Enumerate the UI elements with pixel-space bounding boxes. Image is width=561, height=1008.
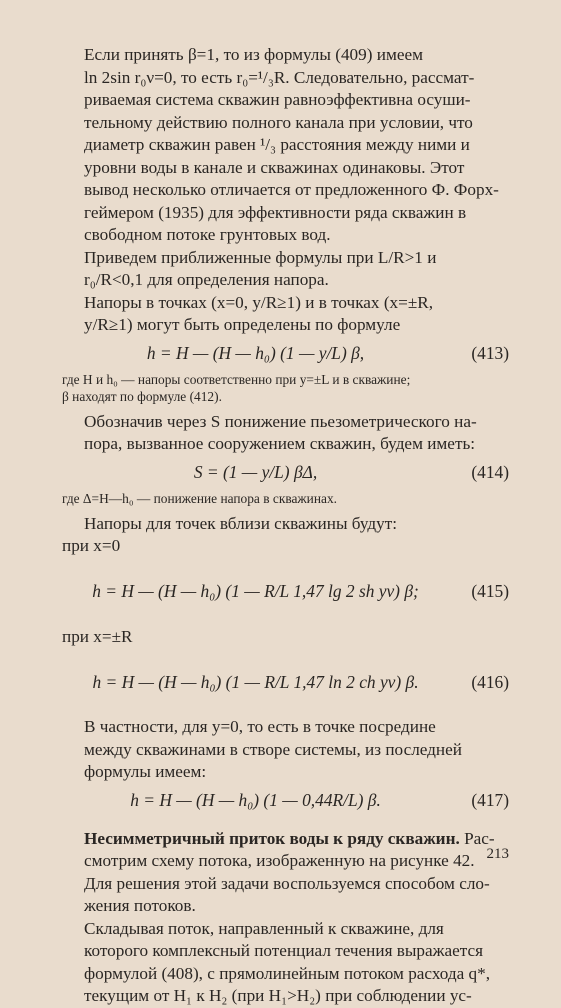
formula-413 xyxy=(62,341,509,367)
text-line: Обозначив через S понижение пьезометрического на- xyxy=(84,411,477,431)
formula-number: (414) xyxy=(471,462,509,482)
text-line: свободном потоке грунтовых вод. xyxy=(84,225,331,244)
text-line: геймером (1935) для эффективности ряда скважин в xyxy=(84,202,467,222)
text-line: Приведем приближенные формулы при L/R>1 и xyxy=(84,247,437,267)
formula-expression: h = H — (H — h₀) (1 — y/L) β, xyxy=(146,343,365,363)
text-line: формулы имеем: xyxy=(84,762,207,781)
text-line: уровни воды в канале и скважинах одинаковы. Этот xyxy=(84,157,465,177)
formula-415 xyxy=(62,568,509,616)
text-line: текущим от H₁ к H₂ (при H₁>H₂) при соблюдении ус- xyxy=(84,986,472,1005)
formula-number: (417) xyxy=(471,790,509,810)
text-line: где Δ=H—h₀ — понижение напора в скважинах. xyxy=(62,490,337,506)
paragraph-7 xyxy=(62,828,509,918)
text-line: риваемая система скважин равноэффективна осуши- xyxy=(84,90,471,109)
paragraph-4 xyxy=(62,411,509,456)
text-line: Напоры в точках (x=0, y/R≥1) и в точках (x=±R, xyxy=(84,292,434,312)
text-line: тельному действию полного канала при условии, что xyxy=(84,112,473,132)
formula-number: (416) xyxy=(471,671,509,692)
section-heading: Несимметричный приток воды к ряду скважин. xyxy=(84,828,460,848)
formula-417 xyxy=(62,788,509,814)
note-414 xyxy=(62,490,509,507)
paragraph-1 xyxy=(62,44,509,247)
text-line: Если принять β=1, то из формулы (409) имеем xyxy=(84,45,423,64)
paragraph-5 xyxy=(62,513,509,536)
text-line: y/R≥1) могут быть определены по формуле xyxy=(84,315,401,334)
text-line: при x=±R xyxy=(62,626,133,646)
text-line: Складывая поток, направленный к скважине, для xyxy=(84,918,444,938)
text-line: r₀/R<0,1 для определения напора. xyxy=(84,270,329,289)
formula-expression: h = H — (H — h₀) (1 — 0,44R/L) β. xyxy=(130,790,381,810)
text-line: Напоры для точек вблизи скважины будут: xyxy=(84,513,398,533)
formula-416 xyxy=(62,658,509,706)
formula-414 xyxy=(62,460,509,486)
text-line: где H и h₀ — напоры соответственно при y=±L и в скважине; xyxy=(62,371,411,387)
text-line: которого комплексный потенциал течения выражается xyxy=(84,941,484,960)
paragraph-8 xyxy=(62,918,509,1008)
text-line: смотрим схему потока, изображенную на рисунке 42. xyxy=(84,851,475,870)
text-line: ln 2sin r₀ν=0, то есть r₀=¹/₃R. Следовательно, рассмат- xyxy=(84,67,475,87)
text-line xyxy=(62,828,509,851)
text-line: Для решения этой задачи воспользуемся способом сло- xyxy=(84,873,490,893)
paragraph-2 xyxy=(62,247,509,292)
text-line: В частности, для y=0, то есть в точке посредине xyxy=(84,717,436,736)
formula-number: (413) xyxy=(471,343,509,363)
text-line: диаметр скважин равен ¹/₃ расстояния между ними и xyxy=(84,135,470,154)
text-line: между скважинами в створе системы, из последней xyxy=(84,739,462,759)
text-line: пора, вызванное сооружением скважин, будем иметь: xyxy=(84,434,476,453)
condition-416 xyxy=(62,626,509,649)
condition-415 xyxy=(62,535,509,558)
text-line: β находят по формуле (412). xyxy=(62,388,222,404)
formula-expression: h = H — (H — h₀) (1 — R/L 1,47 lg 2 sh yν) β; xyxy=(92,581,419,601)
paragraph-3 xyxy=(62,292,509,337)
formula-number: (415) xyxy=(471,581,509,601)
text-line: вывод несколько отличается от предложенного Ф. Форх- xyxy=(84,180,499,199)
paragraph-6 xyxy=(62,716,509,784)
formula-expression: h = H — (H — h₀) (1 — R/L 1,47 ln 2 ch yν) β. xyxy=(92,671,419,692)
page-number: 213 xyxy=(486,846,509,862)
text-line: при x=0 xyxy=(62,536,121,555)
text-line: жения потоков. xyxy=(84,896,196,915)
text-line: формулой (408), с прямолинейным потоком расхода q*, xyxy=(84,963,491,983)
formula-expression: S = (1 — y/L) βΔ, xyxy=(193,462,318,482)
text-run: Рас- xyxy=(464,828,495,848)
note-413 xyxy=(62,371,509,405)
